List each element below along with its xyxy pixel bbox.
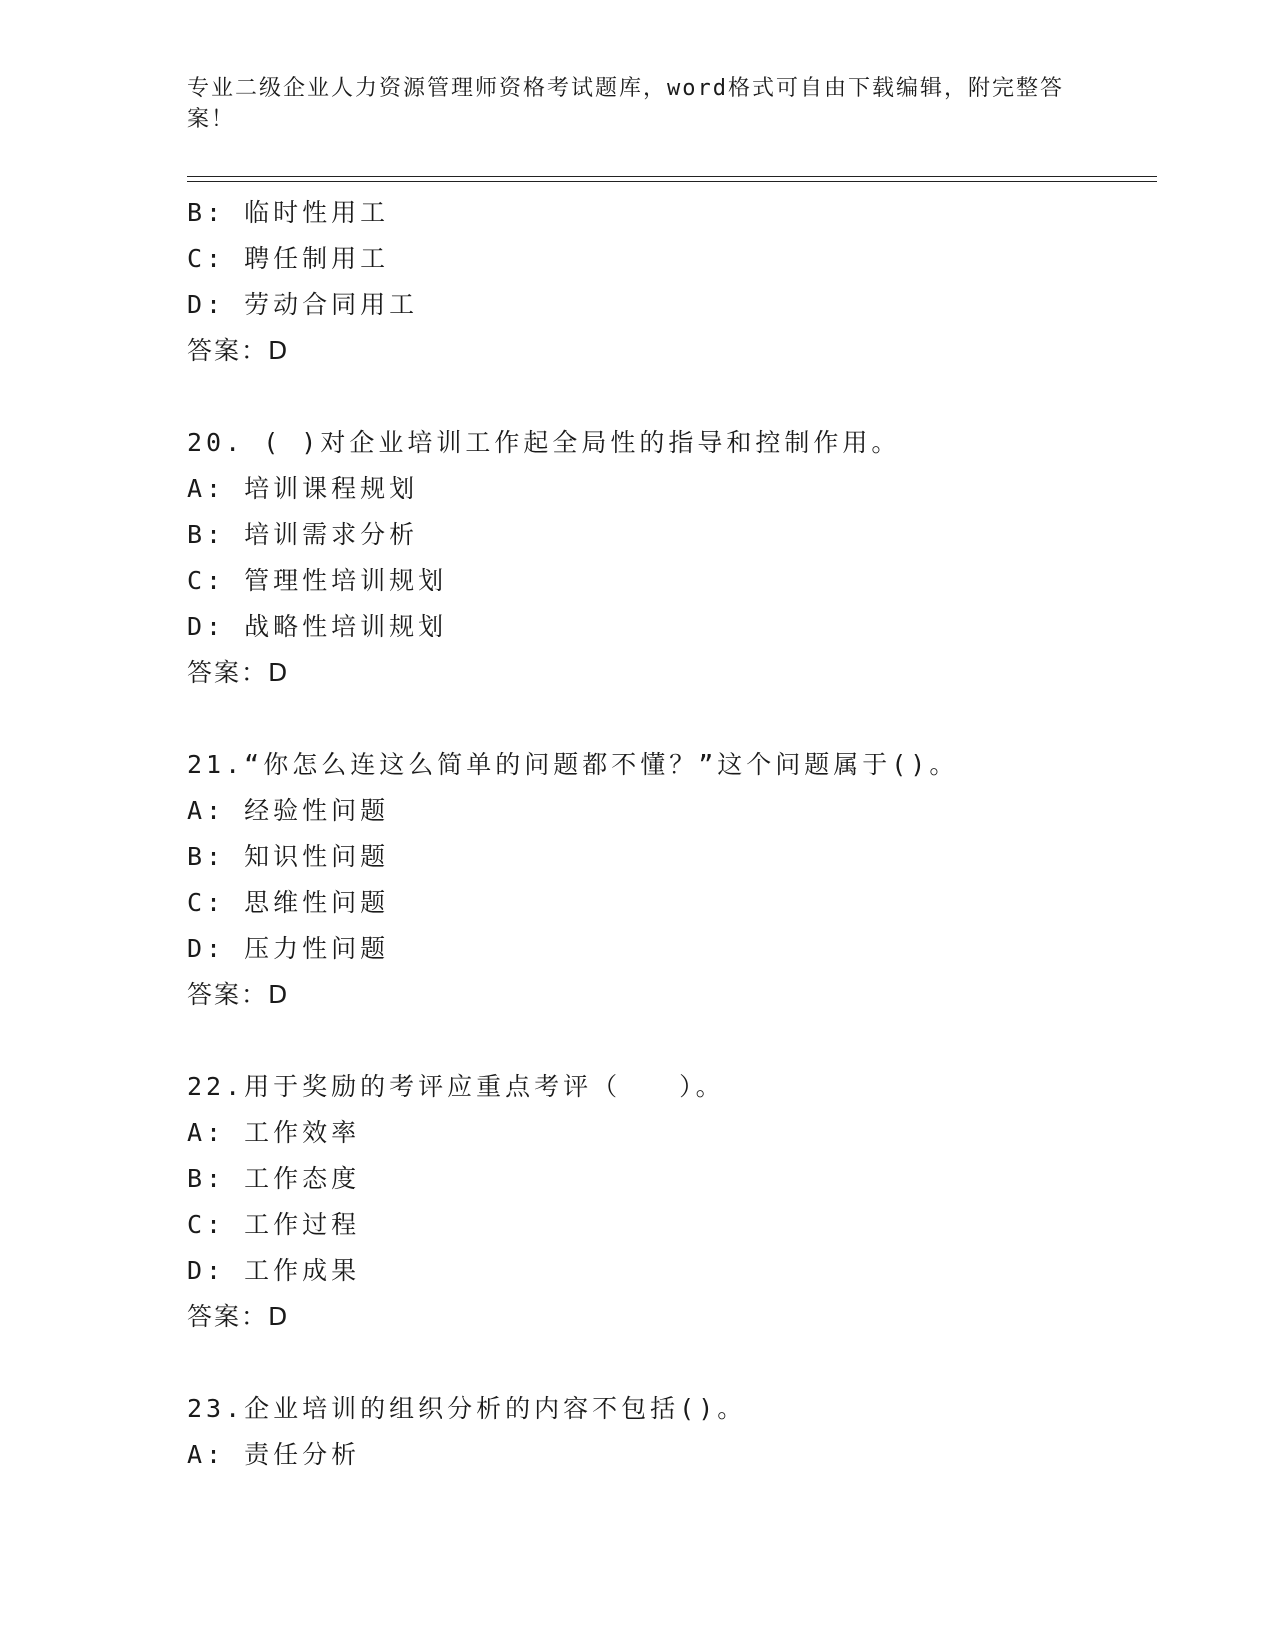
option-c: C: 工作过程: [187, 1210, 361, 1239]
spacer: [187, 696, 1147, 742]
question-stem: 22.用于奖励的考评应重点考评（ ）。: [187, 1072, 725, 1101]
question-stem: 20. ( )对企业培训工作起全局性的指导和控制作用。: [187, 428, 901, 457]
question-list: [187, 190, 1147, 1478]
answer-line: 答案：D: [187, 1302, 290, 1331]
option-b: B: 知识性问题: [187, 842, 390, 871]
option-b: B: 培训需求分析: [187, 520, 419, 549]
spacer: [187, 374, 1147, 420]
option-c: C: 聘任制用工: [187, 244, 390, 273]
question-stem: 23.企业培训的组织分析的内容不包括()。: [187, 1394, 747, 1423]
answer-line: 答案：D: [187, 336, 290, 365]
spacer: [187, 1340, 1147, 1386]
question-stem: 21.“你怎么连这么简单的问题都不懂？”这个问题属于()。: [187, 750, 959, 779]
option-a: A: 培训课程规划: [187, 474, 419, 503]
question-20: [187, 420, 1147, 696]
option-d: D: 劳动合同用工: [187, 290, 419, 319]
option-c: C: 思维性问题: [187, 888, 390, 917]
option-c: C: 管理性培训规划: [187, 566, 448, 595]
header-divider-bottom: [187, 181, 1157, 182]
option-b: B: 工作态度: [187, 1164, 361, 1193]
option-a: A: 经验性问题: [187, 796, 390, 825]
question-23: [187, 1386, 1147, 1478]
header-divider-top: [187, 176, 1157, 177]
option-b: B: 临时性用工: [187, 198, 390, 227]
option-a: A: 责任分析: [187, 1440, 361, 1469]
spacer: [187, 1018, 1147, 1064]
option-d: D: 战略性培训规划: [187, 612, 448, 641]
question-19-continued: [187, 190, 1147, 374]
question-22: [187, 1064, 1147, 1340]
answer-line: 答案：D: [187, 980, 290, 1009]
question-21: [187, 742, 1147, 1018]
page-header: 专业二级企业人力资源管理师资格考试题库，word格式可自由下载编辑，附完整答案！: [187, 76, 1064, 132]
option-d: D: 压力性问题: [187, 934, 390, 963]
answer-line: 答案：D: [187, 658, 290, 687]
option-d: D: 工作成果: [187, 1256, 361, 1285]
option-a: A: 工作效率: [187, 1118, 361, 1147]
